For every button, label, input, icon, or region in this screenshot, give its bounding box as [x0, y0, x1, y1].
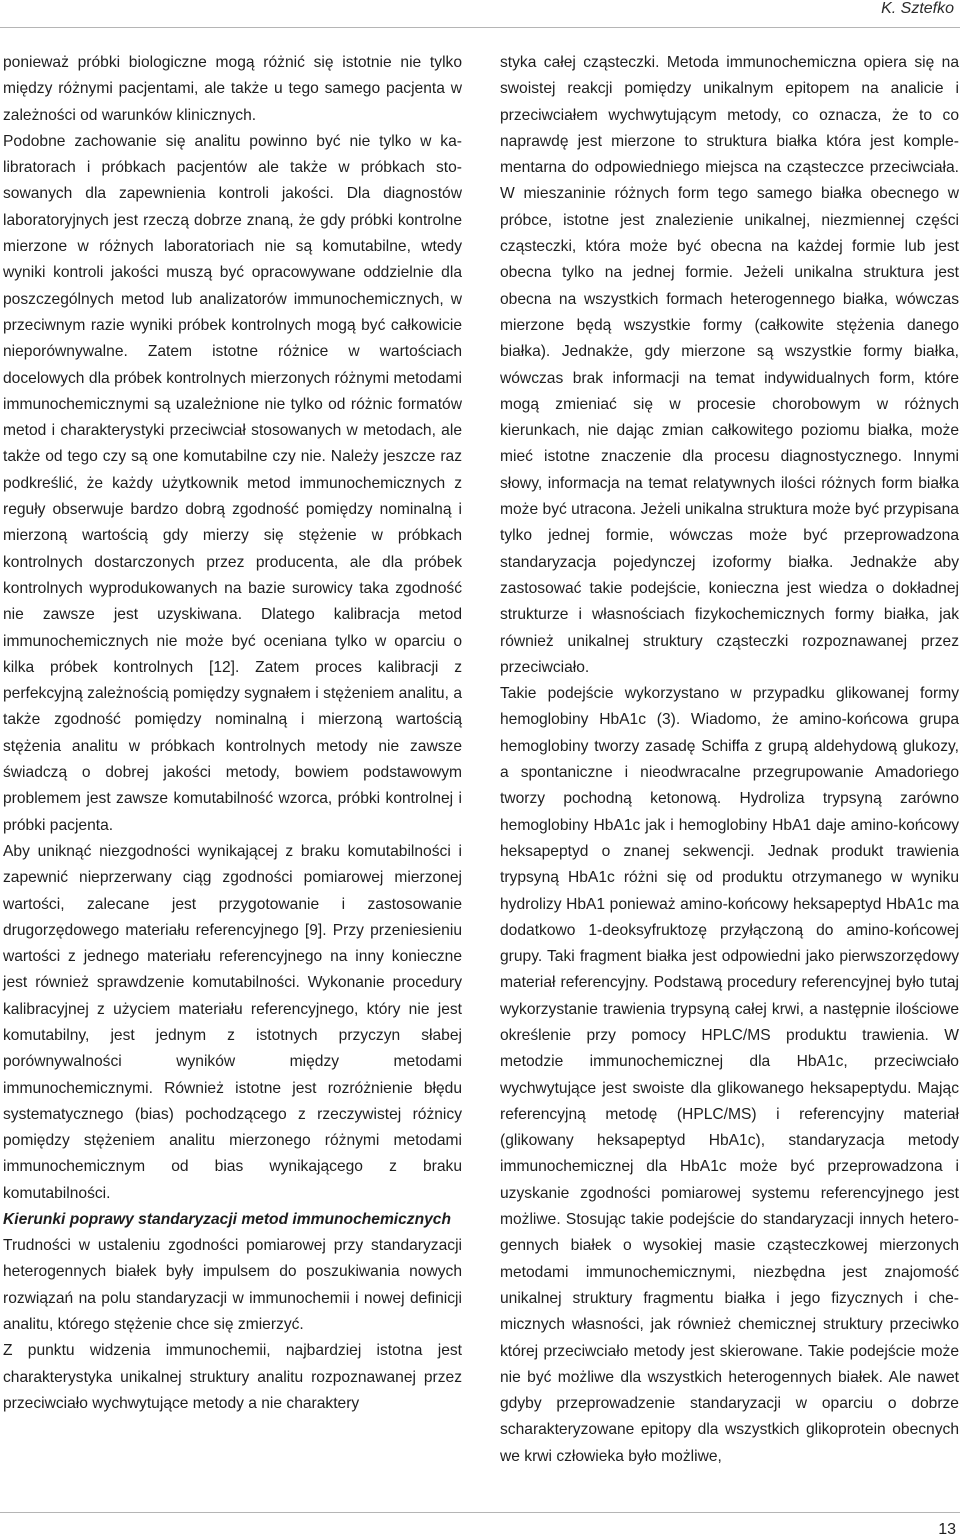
paragraph: Z punktu widzenia immunochemii, najbardziej istotna jest charakterystyka unikalnej struktury analitu rozpoznawanej przez przeciwciało wychwytujące metody a nie charaktery	[3, 1342, 462, 1412]
paragraph: Aby uniknąć niezgodności wynikającej z braku komutabilności i zapewnić nieprzerwany ciąg zgodności pomiarowej mierzonej wartości, zalecane jest przygotowanie i zastosowanie drugorzędowego materiału referencyjnego [9]. Przy przeniesieniu wartości z jednego materiału referencyjnego na inny konieczne jest również sprawdzenie komutabilności. Wykonanie procedury kalibracyjnej z użyciem materiału referencyjnego, który nie jest komutabilny, jest jednym z istotnych przyczyn słabej porównywalności wyników między metodami immunochemicznymi. Również istotne jest rozróżnienie błędu systematycznego (bias) pochodzącego z rzeczywistej różnicy pomiędzy stężeniem analitu mierzonego różnymi metodami immunochemicznym od bias wynikającego z braku komutabilności.	[3, 842, 462, 1202]
page-number: 13	[938, 1521, 956, 1538]
left-text-column	[3, 50, 462, 1417]
paragraph: Podobne zachowanie się analitu powinno być nie tylko w kalibratorach i próbkach pacjentów ale także w próbkach stosowanych dla zapewnienia kontroli jakości. Dla diagnostów laboratoryjnych jest rzeczą dobrze znaną, że gdy próbki kontrolne mierzone w różnych laboratoriach nie są komutabilne, wtedy wyniki kontroli jakości muszą być opracowywane oddzielnie dla poszczególnych metod lub analizatorów immunochemicznych, w przeciwnym razie wyniki próbek kontrolnych mogą być całkowicie nieporównywalne. Zatem istotne różnice w wartościach docelowych dla próbek kontrolnych mierzonych różnymi metodami immunochemicznymi są uzależnione nie tylko od różnic formatów metod i charakterystyki przeciwciał stosowanych w metodach, ale także od tego czy są one komutabilne czy nie. Należy jeszcze raz podkreślić, że każdy użytkownik metod immunochemicznych z reguły obserwuje bardzo dobrą zgodność pomiędzy nominalną i mierzoną wartością gdy mierzy się stężenie w próbkach kontrolnych dostarczonych przez producenta, ale dla próbek kontrolnych wyprodukowanych na bazie surowicy taka zgodność nie zawsze jest uzyskiwana. Dlatego kalibracja metod immunochemicznych nie może być oceniana tylko w oparciu o kilka próbek kontrolnych [12]. Zatem proces kalibracji z perfekcyjną zależnością pomiędzy sygnałem i stężeniem analitu, a także zgodność pomiędzy nominalną i mierzoną wartością stężenia analitu w próbkach kontrolnych metody nie zawsze świadczą o dobrej jakości metody, bowiem podstawowym problemem jest zawsze komutabilność wzorca, próbki kontrolnej i próbki pacjenta.	[3, 132, 462, 834]
paragraph: Takie podejście wykorzystano w przypadku glikowanej formy hemoglobiny HbA1c (3). Wiadomo, że amino-końcowa grupa hemoglobiny tworzy zasadę Schiffa z grupą aldehydową glukozy, a spontaniczne i nieodwracalne przegrupowanie Amadoriego tworzy pochodną ketonową. Hydroliza trypsyną zarówno hemoglobiny HbA1c jak i hemoglobiny HbA1 daje amino-końcowy heksapeptyd o znanej sekwencji. Jednak produkt trawienia trypsyną HbA1c różni się od produktu otrzymanego w wyniku hydrolizy HbA1 ponieważ amino-końcowy heksapeptyd HbA1c ma dodatkowo 1-deoksyfruktozę przyłączoną do amino-końcowej grupy. Taki fragment białka jest odpowiedni jako pierwszorzędowy materiał referencyjny. Podstawą procedury referencyjnej było tutaj wykorzystanie trawienia trypsyną całej krwi, a następnie ilościowe określenie przy pomocy HPLC/MS produktu trawienia. W metodzie immunochemicznej dla HbA1c, przeciwciało wychwytujące jest swoiste dla glikowanego heksapeptydu. Mając referencyjną metodę (HPLC/MS) i referencyjny materiał (glikowany heksapeptyd HbA1c), standaryzacja metody immunochemicznej dla HbA1c może być przeprowadzona i uzyskanie zgodności pomiarowej systemu referencyjnego jest możliwe. Stosując takie podejście do standaryzacji innych heterogennych białek o wysokiej masie cząsteczkowej mierzonych metodami immunochemicznymi, niezbędna jest znajomość unikalnej struktury fragmentu białka i jego fizycznych i chemicznych własności, jak również chemicznej struktury przeciwko której przeciwciało metody jest skierowane. Takie podejście może nie być możliwe dla wszystkich heterogennych białek. Ale nawet gdyby przeprowadzenie standaryzacji w oparciu o dobrze scharakteryzowane epitopy dla wszystkich glikoprotein obecnych we krwi człowieka było możliwe,	[500, 685, 959, 1465]
section-heading: Kierunki poprawy standaryzacji metod immunochemicznych	[3, 1211, 452, 1229]
running-header-author: K. Sztefko	[881, 0, 954, 17]
right-text-column	[500, 50, 959, 1470]
page-footer	[0, 1512, 960, 1539]
paragraph: Trudności w ustaleniu zgodności pomiarowej przy standaryzacji heterogennych białek były impulsem do poszukiwania nowych rozwiązań na polu standaryzacji w immunochemii i nowej definicji analitu, którego stężenie chce się zmierzyć.	[3, 1237, 462, 1333]
paragraph: styka całej cząsteczki. Metoda immunochemiczna opiera się na swoistej reakcji pomiędzy unikalnym epitopem na analicie i przeciwciałem wychwytującym metody, co oznacza, że to co naprawdę jest mierzone to struktura białka która jest komplementarna do odpowiedniego miejsca na cząsteczce przeciwciała. W mieszaninie różnych form tego samego białka obecnego w próbce, istotne jest znalezienie unikalnej, niezmiennej części cząsteczki, która może być obecna na każdej formie lub jest obecna tylko na jednej formie. Jeżeli unikalna struktura jest obecna na wszystkich formach heterogennego białka, wówczas mierzone będą wszystkie formy (całkowite stężenia danego białka). Jednakże, gdy mierzone są wszystkie formy białka, wówczas brak informacji na temat indywidualnych form, które mogą zmieniać się w procesie chorobowym w różnych kierunkach, nie dając zmian całkowitego poziomu białka, może mieć istotne znaczenie dla procesu diagnostycznego. Innymi słowy, informacja na temat relatywnych ilości różnych form białka może być utracona. Jeżeli unikalna struktura może być przypisana tylko jednej formie, wówczas może być przeprowadzona standaryzacja pojedynczej izoformy białka. Jednakże aby zastosować takie podejście, konieczna jest wiedza o dokładnej strukturze i własnościach fizykochemicznych formy białka, jak również unikalnej struktury cząsteczki rozpoznawanej przez przeciwciało.	[500, 54, 959, 676]
header-divider	[0, 27, 960, 28]
paragraph: ponieważ próbki biologiczne mogą różnić się istotnie nie tylko między różnymi pacjentami, ale także u tego samego pacjenta w zależności od warunków klinicznych.	[3, 54, 462, 124]
